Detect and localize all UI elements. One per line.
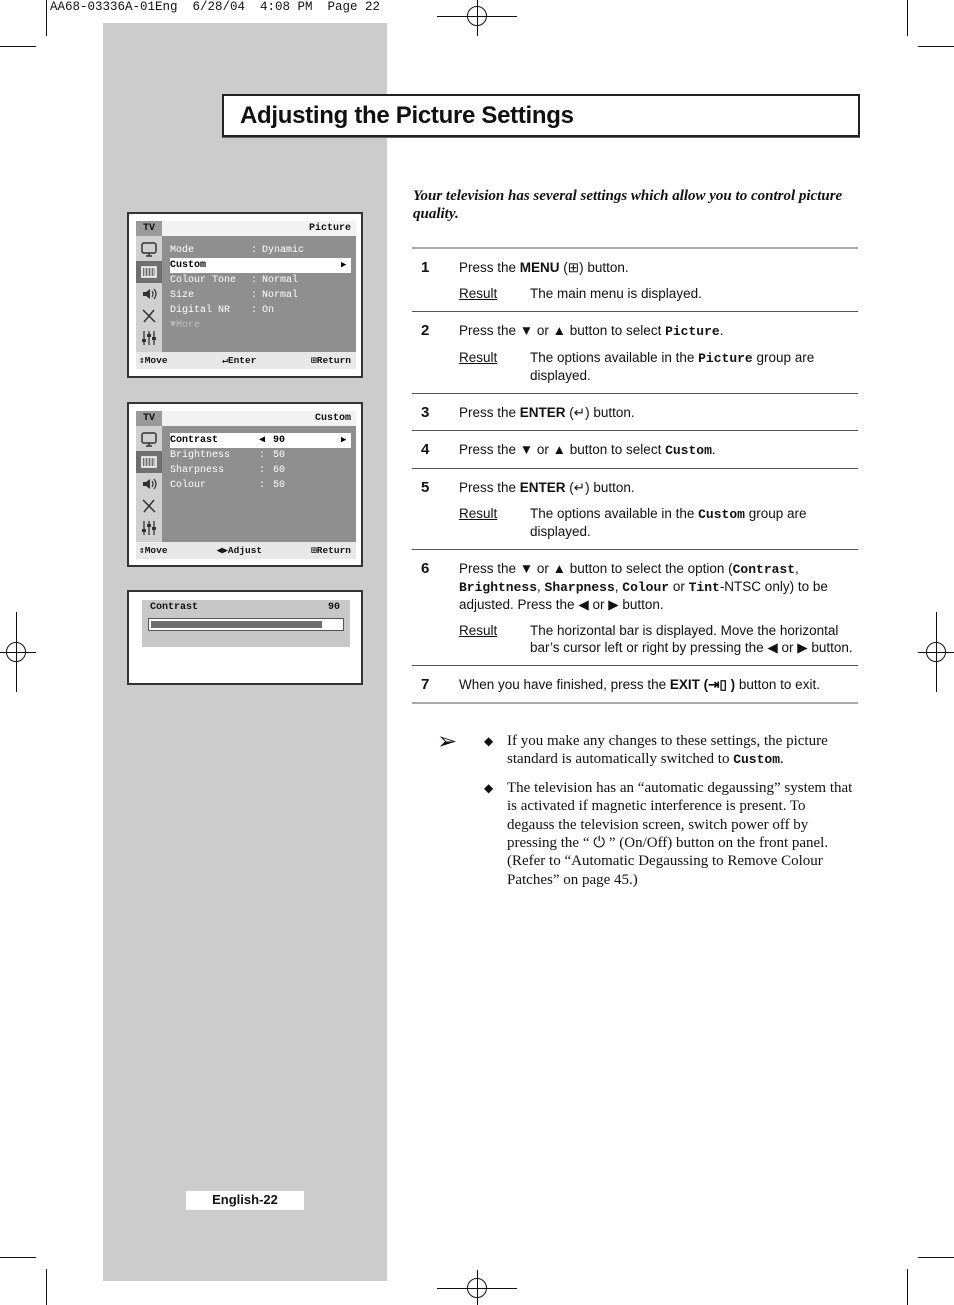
result-label: Result [459, 286, 498, 301]
setup-sliders-icon [136, 327, 162, 349]
setup-sliders-icon [136, 517, 162, 539]
crop-mark [918, 46, 954, 47]
speaker-icon [136, 283, 162, 305]
crop-mark [918, 1257, 954, 1258]
antenna-icon [136, 495, 162, 517]
osd-row-sep: : [251, 305, 258, 316]
result-part: group are displayed. [530, 350, 815, 383]
osd-move-hint: ⇕Move [139, 545, 168, 556]
exit-key: EXIT ( [669, 677, 709, 692]
osd-menu-name: Custom [162, 411, 356, 426]
osd-row-mode[interactable] [170, 243, 351, 258]
step-2 [412, 311, 858, 393]
osd-row-label: Size [170, 290, 195, 301]
osd-screen [136, 411, 356, 559]
menu-term: Custom [665, 443, 712, 458]
step-number: 5 [421, 479, 430, 496]
registration-mark [477, 1270, 478, 1305]
osd-row-digital-nr[interactable] [170, 303, 351, 318]
osd-row-value: 50 [273, 480, 286, 491]
note-text: . [780, 751, 784, 768]
osd-custom-menu [127, 402, 363, 567]
menu-term: Colour [622, 580, 670, 595]
osd-row-label: ▼More [170, 320, 201, 331]
osd-footer [136, 542, 356, 559]
registration-mark [16, 612, 17, 692]
osd-row-value: On [262, 305, 275, 316]
osd-row-sep: : [258, 480, 265, 491]
osd-row-sep: : [251, 275, 258, 286]
step-text: ( [559, 260, 568, 275]
picture-icon [136, 261, 162, 283]
crop-mark [907, 0, 908, 36]
diamond-bullet-icon: ◆ [484, 780, 494, 795]
osd-row-sep: : [251, 290, 258, 301]
osd-move-hint: ⇕Move [139, 355, 168, 366]
step-number: 2 [421, 322, 430, 339]
crop-mark [907, 1269, 908, 1305]
result-label: Result [459, 623, 498, 638]
menu-term: Sharpness [544, 580, 615, 595]
osd-row-value: Normal [262, 275, 299, 286]
step-text: Press the [459, 405, 520, 420]
exit-key: ) [726, 677, 736, 692]
osd-body [136, 236, 356, 352]
step-7 [412, 665, 858, 702]
bar-value: 90 [327, 602, 340, 613]
osd-row-sep: : [258, 465, 265, 476]
osd-row-value: Dynamic [262, 245, 305, 256]
osd-row-label: Mode [170, 245, 195, 256]
osd-icon-column [136, 426, 162, 542]
osd-row-sharpness[interactable] [170, 463, 351, 478]
note-item [484, 779, 856, 889]
menu-term: Custom [733, 752, 781, 768]
osd-adjust-hint: ◀▶Adjust [216, 545, 263, 556]
result-part: The options available in the [530, 506, 699, 521]
osd-tv-label: TV [136, 411, 162, 426]
osd-row-label: Custom [170, 260, 207, 271]
osd-row-more[interactable] [170, 318, 351, 333]
osd-row-contrast[interactable] [170, 433, 351, 448]
osd-row-label: Digital NR [170, 305, 231, 316]
menu-term: Contrast [732, 562, 796, 577]
note-text: The television has an “automatic degaussing” system that is activated if magnetic interference is present. To degauss the television screen, switch power off by pressing the “ ⏻ ” (On/Off) button on the front panel. (Refer to “Automatic Degaussing to Remove Colour Patches” on page 45.) [507, 779, 853, 888]
osd-return-hint: ⊞Return [311, 355, 351, 366]
step-text: Press the [459, 480, 520, 495]
osd-header [136, 411, 356, 426]
result-part: group are displayed. [530, 506, 807, 539]
enter-icon: ↵ [573, 480, 586, 495]
step-5 [412, 468, 858, 549]
osd-footer [136, 352, 356, 369]
osd-row-label: Colour Tone [170, 275, 237, 286]
osd-header [136, 221, 356, 236]
osd-icon-column [136, 236, 162, 352]
menu-icon: ⊞ [567, 260, 580, 275]
steps-table [412, 247, 858, 704]
crop-mark [0, 46, 36, 47]
page-title: Adjusting the Picture Settings [240, 102, 574, 129]
osd-row-size[interactable] [170, 288, 351, 303]
crop-mark [0, 1257, 36, 1258]
result-label: Result [459, 350, 498, 365]
osd-row-custom[interactable] [170, 258, 351, 273]
step-text: or [669, 579, 689, 594]
menu-key: MENU [519, 260, 560, 275]
osd-row-sep: : [251, 245, 258, 256]
osd-bar-screen [142, 600, 350, 647]
osd-menu-name: Picture [162, 221, 356, 236]
notes [484, 732, 856, 898]
step-number: 7 [421, 676, 430, 693]
arrow-left-icon: ◀ [258, 435, 266, 446]
arrow-right-icon: ▶ [341, 435, 347, 445]
step-3 [412, 393, 858, 430]
step-text: ) button. [579, 260, 629, 275]
tv-screen-icon [136, 429, 162, 451]
osd-row-colour[interactable] [170, 478, 351, 493]
menu-term: Picture [665, 324, 720, 339]
step-number: 3 [421, 404, 430, 421]
osd-menu-list [162, 426, 356, 542]
bar-label: Contrast [150, 602, 199, 613]
picture-icon [136, 451, 162, 473]
osd-row-sep: : [258, 450, 265, 461]
arrow-right-icon: ▶ [341, 260, 347, 270]
registration-mark [936, 612, 937, 692]
tv-screen-icon [136, 239, 162, 261]
note-item [484, 732, 856, 770]
result-text [530, 505, 858, 540]
registration-mark [0, 652, 36, 653]
registration-mark [477, 0, 478, 36]
menu-term: Picture [698, 351, 753, 366]
exit-icon: ⇥▯ [708, 677, 727, 692]
step-number: 4 [421, 441, 430, 458]
step-4 [412, 430, 858, 468]
step-text: When you have finished, press the [459, 677, 670, 692]
crop-mark [46, 1269, 47, 1305]
intro-text: Your television has several settings which allow you to control picture quality. [413, 188, 843, 222]
title-box [222, 94, 860, 137]
contrast-slider[interactable] [148, 618, 344, 631]
bar-label-row [142, 600, 350, 613]
result-label: Result [459, 506, 498, 521]
print-header: AA68-03336A-01Eng 6/28/04 4:08 PM Page 22 [50, 0, 381, 14]
step-text: . [719, 323, 724, 338]
step-text: , [795, 561, 799, 576]
osd-row-value: 50 [273, 450, 286, 461]
step-text: ( [565, 480, 574, 495]
note-arrow-icon: ➢ [437, 728, 458, 755]
enter-key: ENTER [519, 405, 566, 420]
step-text: -NTSC only) to be adjusted. Press the ◀ or ▶ button. [459, 579, 828, 612]
menu-term: Tint [688, 580, 720, 595]
diamond-bullet-icon: ◆ [484, 734, 494, 748]
osd-tv-label: TV [136, 221, 162, 236]
osd-screen [136, 221, 356, 369]
result-text: The main menu is displayed. [530, 286, 702, 301]
step-text: button to exit. [735, 677, 820, 692]
step-text: Press the ▼ or ▲ button to select the option ( [459, 561, 733, 576]
osd-row-value [251, 258, 341, 273]
step-text: ( [565, 405, 574, 420]
osd-row-value: 60 [273, 465, 286, 476]
osd-enter-hint: ↵Enter [222, 355, 257, 366]
osd-return-hint: ⊞Return [311, 545, 351, 556]
menu-term: Brightness [459, 580, 538, 595]
osd-menu-list [162, 236, 356, 352]
osd-body [136, 426, 356, 542]
step-text: ) button. [585, 480, 635, 495]
osd-row-label: Contrast [170, 435, 219, 446]
osd-row-value: 90 [273, 435, 286, 446]
enter-icon: ↵ [573, 405, 586, 420]
note-text: If you make any changes to these settings, the picture standard is automatically switched to [507, 733, 828, 768]
step-6 [412, 549, 858, 665]
step-text: ) button. [585, 405, 635, 420]
osd-row-label: Brightness [170, 450, 231, 461]
antenna-icon [136, 305, 162, 327]
osd-row-colour-tone[interactable] [170, 273, 351, 288]
step-text: Press the ▼ or ▲ button to select [459, 323, 666, 338]
enter-key: ENTER [519, 480, 566, 495]
osd-row-label: Colour [170, 480, 207, 491]
menu-term: Custom [698, 507, 745, 522]
step-text: Press the [459, 260, 520, 275]
step-text: , [614, 579, 623, 594]
osd-contrast-bar [127, 590, 363, 685]
page-footer: English-22 [186, 1191, 304, 1210]
osd-row-label: Sharpness [170, 465, 225, 476]
step-text: Press the ▼ or ▲ button to select [459, 442, 666, 457]
speaker-icon [136, 473, 162, 495]
step-1 [412, 249, 858, 311]
osd-picture-menu [127, 212, 363, 378]
osd-row-value: Normal [262, 290, 299, 301]
slider-fill [151, 621, 322, 628]
result-text [530, 349, 858, 384]
result-part: The options available in the [530, 350, 699, 365]
crop-mark [46, 0, 47, 36]
osd-row-brightness[interactable] [170, 448, 351, 463]
step-text: . [711, 442, 716, 457]
step-number: 1 [421, 259, 430, 276]
result-text: The horizontal bar is displayed. Move the horizontal bar’s cursor left or right by pressing the ◀ or ▶ button. [530, 623, 853, 655]
step-number: 6 [421, 560, 430, 577]
step-text: , [537, 579, 545, 594]
